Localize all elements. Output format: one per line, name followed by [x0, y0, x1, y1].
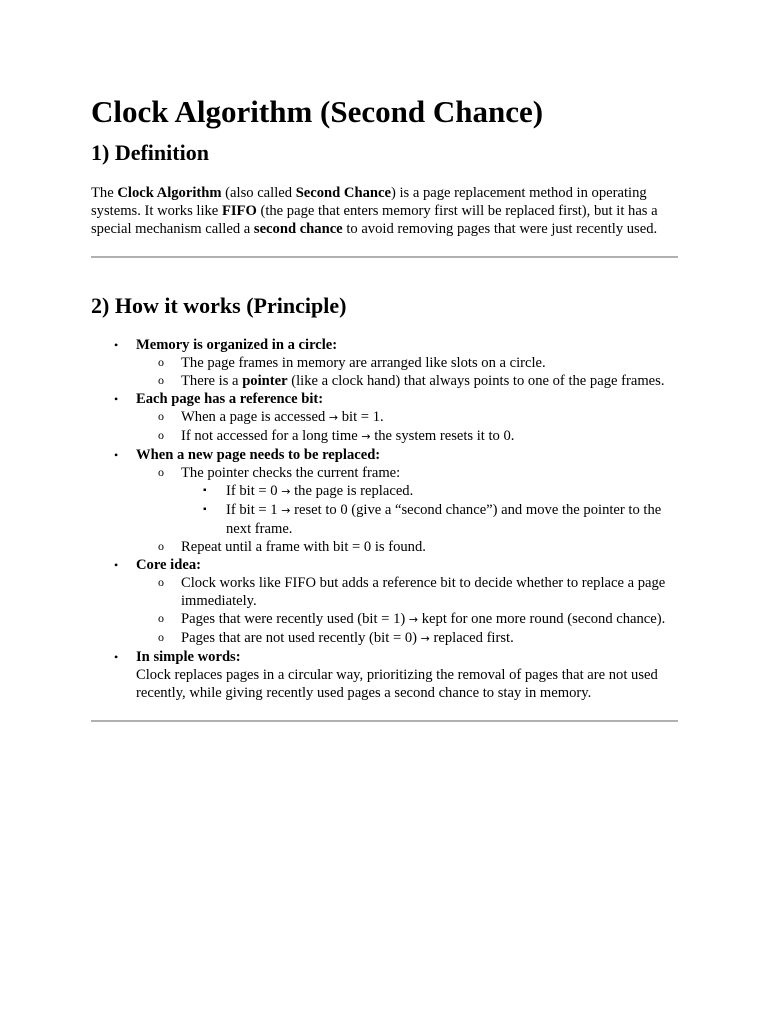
how-it-works-heading: 2) How it works (Principle): [91, 293, 347, 318]
text-run: Pages that were recently used (bit = 1): [181, 611, 409, 627]
text-run: the system resets it to 0.: [370, 428, 515, 444]
text-run: If bit = 1: [226, 502, 282, 518]
definition-heading: 1) Definition: [91, 140, 209, 165]
text-run: (the page that enters memory first will be replaced first), but it has a special mechanism called a: [91, 203, 658, 237]
text-run: If not accessed for a long time: [181, 428, 362, 444]
text-run: kept for one more round (second chance).: [418, 611, 666, 627]
sub-list-item: [136, 538, 678, 556]
text-run: (like a clock hand) that always points to one of the page frames.: [287, 373, 665, 389]
list-item-label: Each page has a reference bit:: [136, 391, 324, 407]
text-run: replaced first.: [429, 630, 514, 646]
page-title: Clock Algorithm (Second Chance): [91, 94, 544, 129]
list-item: [91, 390, 678, 446]
bold-term: second chance: [253, 221, 343, 237]
horizontal-divider: [91, 256, 678, 258]
text-run: There is a: [181, 373, 243, 389]
bullet-glyph: •: [114, 558, 119, 572]
arrow-icon: →: [281, 485, 291, 498]
list-item: [91, 446, 678, 556]
list-item: [91, 336, 678, 390]
sub-item-text: Clock works like FIFO but adds a reference bit to decide whether to replace a page immediately.: [181, 575, 666, 609]
sub-list-item: [136, 354, 678, 372]
horizontal-divider: [91, 720, 678, 722]
text-run: If bit = 0: [226, 483, 282, 499]
sub-list: [136, 464, 678, 556]
sub-list-item: [136, 464, 678, 538]
bullet-glyph: •: [114, 392, 119, 406]
bullet-glyph: •: [114, 338, 119, 352]
circle-bullet: o: [158, 355, 164, 369]
sub-sub-list-item: [181, 501, 678, 538]
sub-list-item: [136, 610, 678, 629]
circle-bullet: o: [158, 539, 164, 553]
list-item: [91, 556, 678, 648]
arrow-icon: →: [408, 613, 419, 626]
circle-bullet: o: [158, 409, 164, 423]
sub-list: [136, 408, 678, 446]
text-run: The: [91, 185, 118, 201]
list-item-label: Core idea:: [136, 557, 201, 573]
sub-item-text: The pointer checks the current frame:: [181, 465, 401, 481]
text-run: ) is a page replacement method in operating systems. It works like: [91, 185, 647, 219]
text-run: bit = 1.: [338, 409, 384, 425]
sub-sub-list: [181, 482, 678, 538]
bullet-glyph: •: [114, 650, 119, 664]
square-bullet: ▪: [203, 504, 207, 515]
list-item-label: Memory is organized in a circle:: [136, 337, 338, 353]
arrow-icon: →: [328, 411, 339, 424]
list-item-label: When a new page needs to be replaced:: [136, 447, 381, 463]
sub-item-text: The page frames in memory are arranged like slots on a circle.: [181, 355, 546, 371]
circle-bullet: o: [158, 465, 164, 479]
sub-list-item: [136, 372, 678, 390]
sub-list-item: [136, 427, 678, 446]
definition-paragraph: [91, 184, 678, 238]
text-run: (also called: [221, 185, 296, 201]
sub-list-item: [136, 574, 678, 610]
summary-text: Clock replaces pages in a circular way, prioritizing the removal of pages that are not used recently, while giving recently used pages a second chance to stay in memory.: [136, 667, 658, 701]
text-run: the page is replaced.: [290, 483, 414, 499]
text-run: When a page is accessed: [181, 409, 329, 425]
bold-term: Second Chance: [295, 185, 391, 201]
circle-bullet: o: [158, 373, 164, 387]
sub-item-text: Repeat until a frame with bit = 0 is found.: [181, 539, 426, 555]
arrow-icon: →: [281, 504, 291, 517]
sub-list-item: [136, 629, 678, 648]
text-run: reset to 0 (give a “second chance”) and move the pointer to the next frame.: [226, 502, 662, 537]
square-bullet: ▪: [203, 485, 207, 496]
sub-list: [136, 574, 678, 648]
circle-bullet: o: [158, 611, 164, 625]
sub-list: [136, 354, 678, 390]
arrow-icon: →: [361, 430, 371, 443]
list-item-label: In simple words:: [136, 649, 241, 665]
sub-list-item: [136, 408, 678, 427]
list-item: [91, 648, 678, 702]
bold-term: FIFO: [221, 203, 257, 219]
circle-bullet: o: [158, 575, 164, 589]
bullet-glyph: •: [114, 448, 119, 462]
principle-list: [91, 336, 678, 702]
arrow-icon: →: [420, 632, 430, 645]
bold-term: pointer: [242, 373, 288, 389]
text-run: Pages that are not used recently (bit = 0): [181, 630, 421, 646]
sub-sub-list-item: [181, 482, 678, 501]
bold-term: Clock Algorithm: [117, 185, 222, 201]
circle-bullet: o: [158, 630, 164, 644]
circle-bullet: o: [158, 428, 164, 442]
text-run: to avoid removing pages that were just recently used.: [342, 221, 658, 237]
